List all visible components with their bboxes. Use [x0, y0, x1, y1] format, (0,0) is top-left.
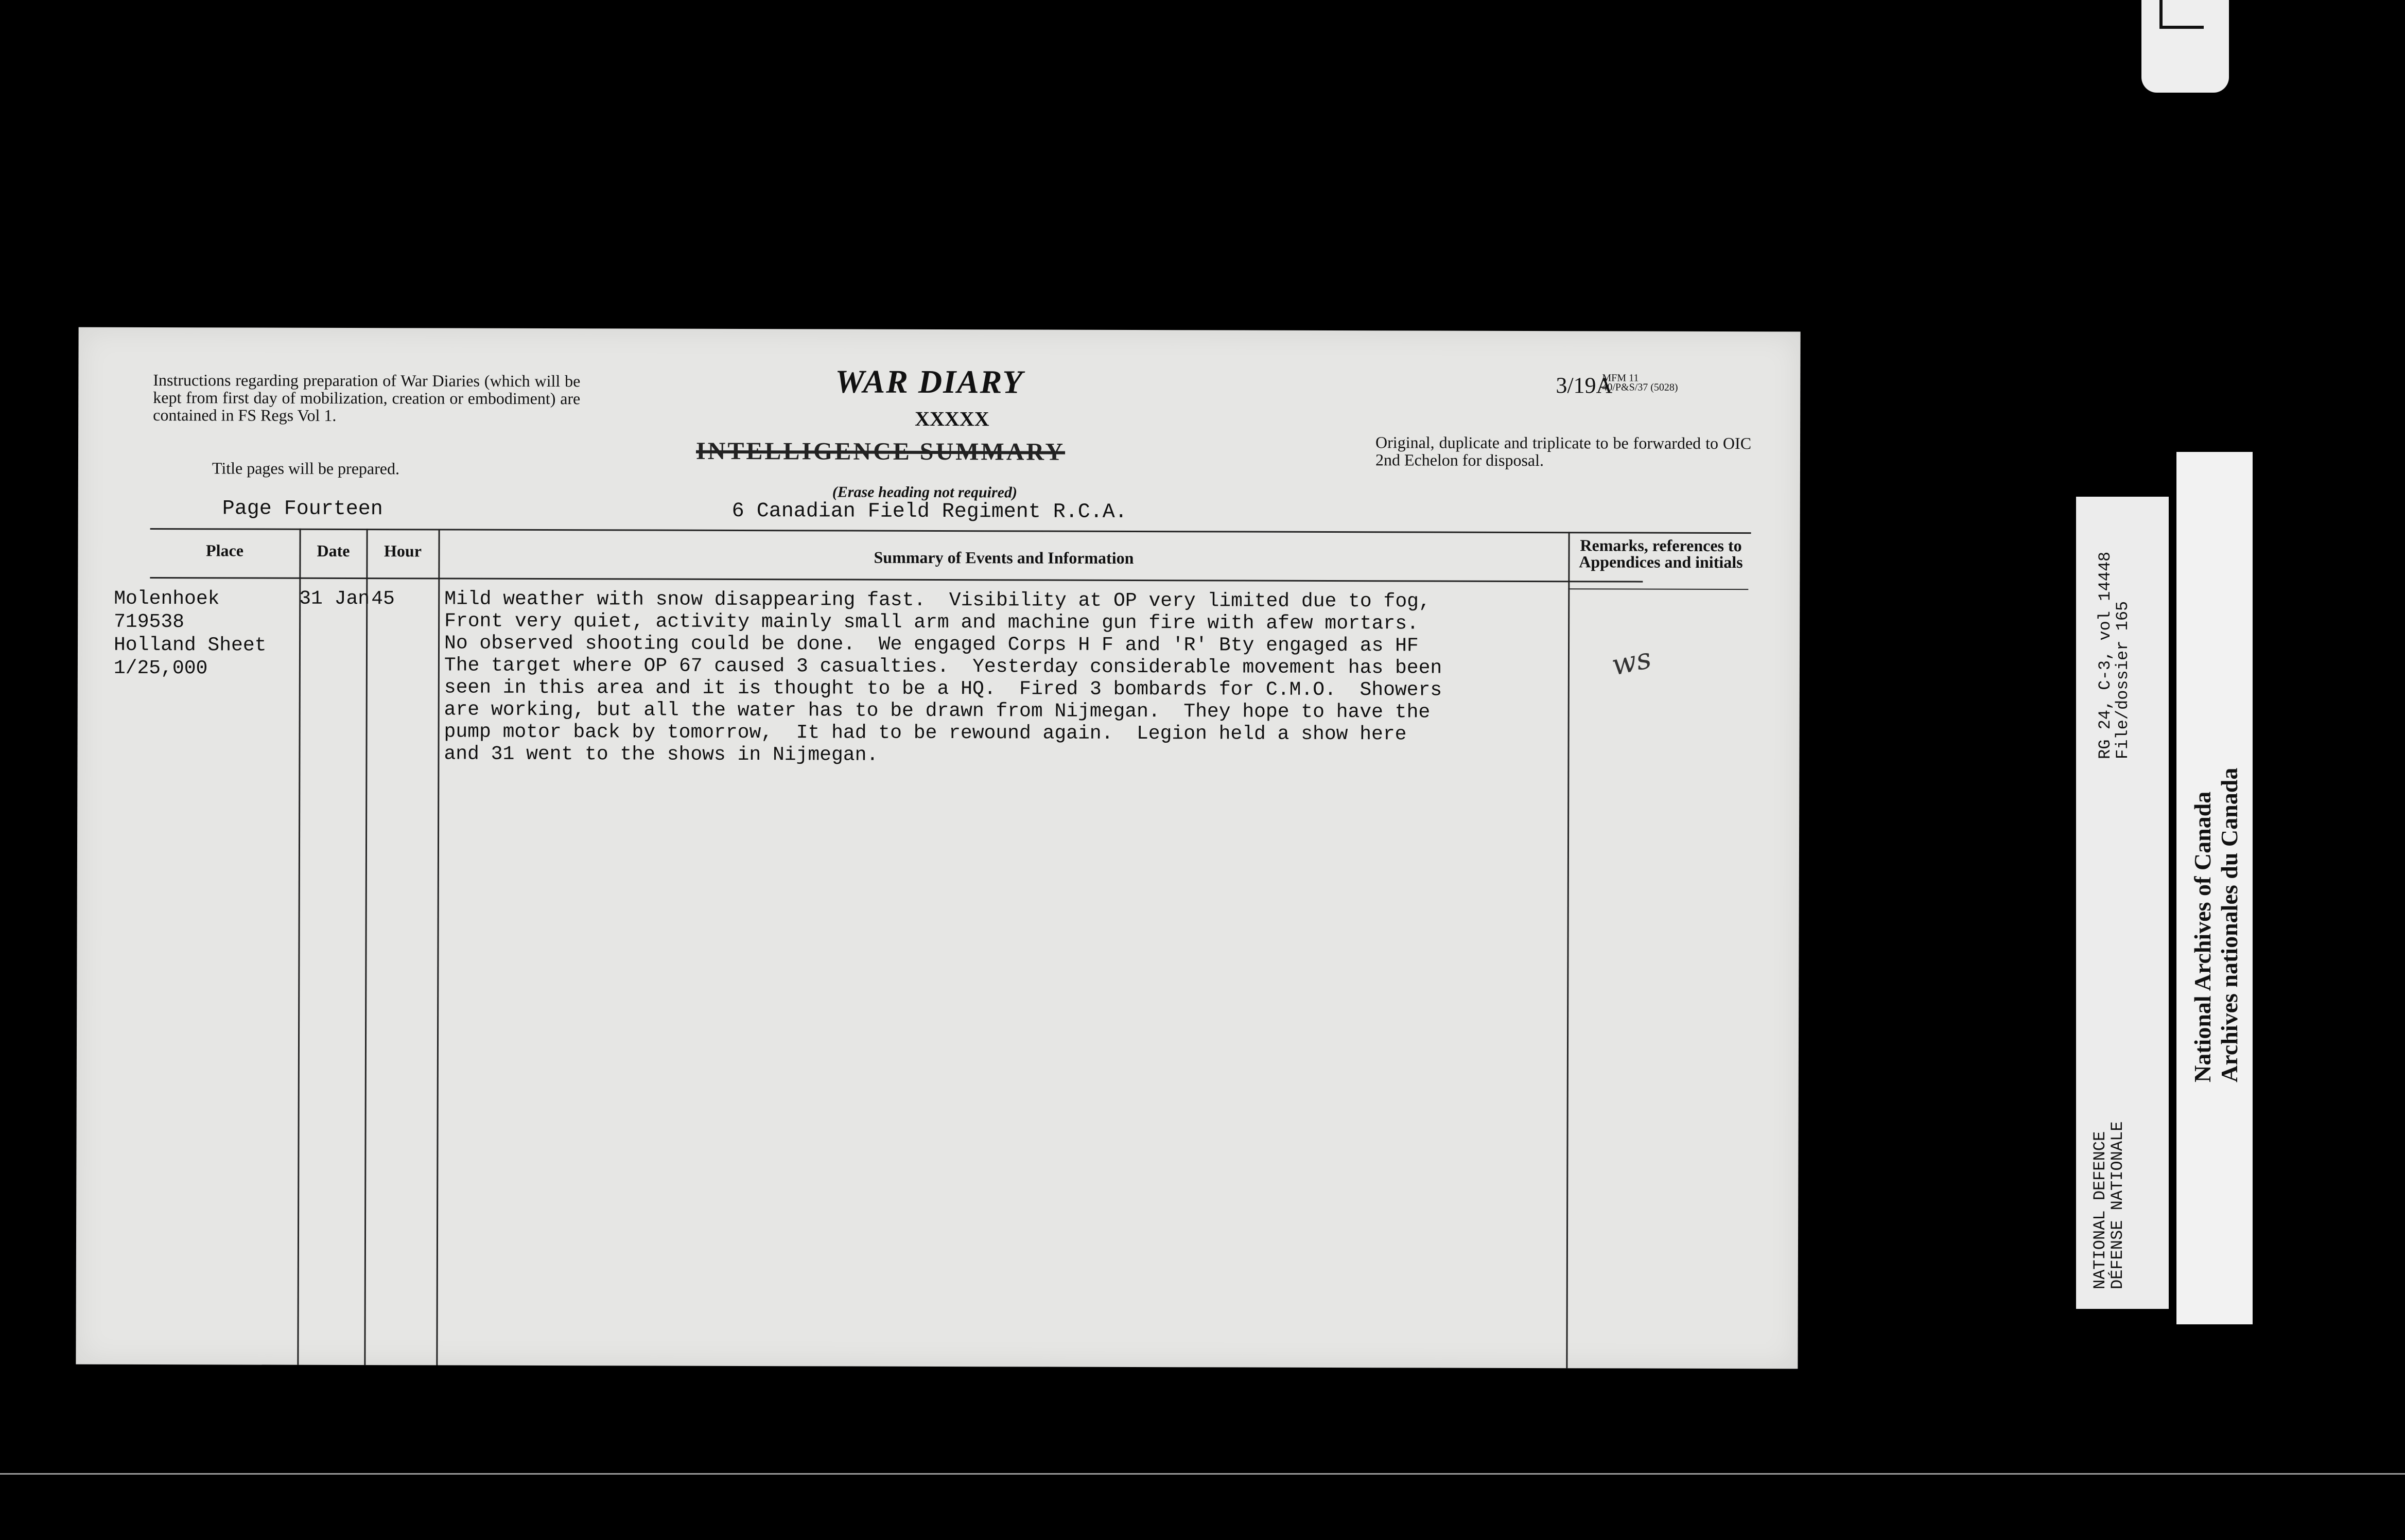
- title-strike-mark: XXXXX: [915, 407, 989, 431]
- reference-label: [2097, 552, 2132, 759]
- entry-summary: Mild weather with snow disappearing fast. Visibility at OP very limited due to fog, Front very quiet, activity mainly small arm and machine gun fire with afew mortars. No observed shooting could be done. We engaged Corps H F and 'R' Bty engaged as HF The target where OP 67 caused 3 casualties. Yesterday considerable movement has been seen in this area and it is thought to be a HQ. Fired 3 bombards for C.M.O. Showers are working, but all the water has to be drawn from Nijmegan. They hope to have the pump motor back by tomorrow, It had to be rewound again. Legion held a show here and 31 went to the shows in Nijmegan.: [444, 588, 1442, 766]
- frame-bottom-line: [0, 1473, 2405, 1475]
- struck-heading: INTELLIGENCE SUMMARY: [695, 437, 1066, 466]
- remarks-initials: ws: [1609, 641, 1654, 682]
- archives-name-en: National Archives of Canada: [2189, 791, 2216, 1082]
- reference-line-2: File/dossier 165: [2113, 601, 2132, 759]
- department-line-1: NATIONAL DEFENCE: [2090, 1131, 2110, 1289]
- title-pages-note: Title pages will be prepared.: [212, 459, 400, 478]
- archives-name-label: [2176, 452, 2253, 1324]
- form-subreference: [1602, 373, 1678, 392]
- form-reference: 3/19A: [1556, 373, 1613, 398]
- hour-summary-divider: [436, 529, 440, 1365]
- header-bottom-rule: [150, 577, 1643, 583]
- forwarding-note: Original, duplicate and triplicate to be forwarded to OIC 2nd Echelon for disposal.: [1375, 433, 1752, 470]
- form-sub-1: MFM 11: [1602, 372, 1639, 384]
- reference-line-1: RG 24, C-3, vol 14448: [2096, 551, 2115, 759]
- place-date-divider: [297, 529, 301, 1365]
- department-label: [2092, 1122, 2127, 1289]
- entry-place: Molenhoek 719538 Holland Sheet 1/25,000: [113, 587, 267, 680]
- archives-name-fr: Archives nationales du Canada: [2216, 767, 2242, 1082]
- document-title: WAR DIARY: [835, 363, 1024, 400]
- remarks-header-rule: [1568, 588, 1748, 590]
- column-header-remarks: Remarks, references to Appendices and initials: [1579, 536, 1743, 572]
- date-hour-divider: [364, 529, 368, 1365]
- column-header-place: Place: [206, 541, 243, 560]
- instructions-text: Instructions regarding preparation of War Diaries (which will be kept from first day of mobilization, creation or embodiment) are contained in FS Regs Vol 1.: [153, 371, 581, 425]
- archive-reference-label: [2076, 497, 2169, 1309]
- entry-hour: 45: [371, 588, 395, 610]
- page-label: Page Fourteen: [222, 497, 383, 521]
- war-diary-sheet: [76, 327, 1800, 1369]
- column-header-summary: Summary of Events and Information: [874, 548, 1134, 567]
- department-line-2: DÉFENSE NATIONALE: [2108, 1121, 2127, 1289]
- erase-note: (Erase heading not required): [832, 483, 1018, 501]
- film-tab-mark: [2159, 0, 2204, 29]
- column-header-date: Date: [317, 541, 350, 561]
- form-sub-2: 40/P&S/37 (5028): [1602, 381, 1678, 393]
- entry-date: 31 Jan: [299, 587, 370, 610]
- column-header-hour: Hour: [384, 541, 422, 561]
- unit-name: 6 Canadian Field Regiment R.C.A.: [731, 499, 1127, 524]
- archives-name: [2189, 768, 2243, 1082]
- table-top-rule: [150, 528, 1751, 534]
